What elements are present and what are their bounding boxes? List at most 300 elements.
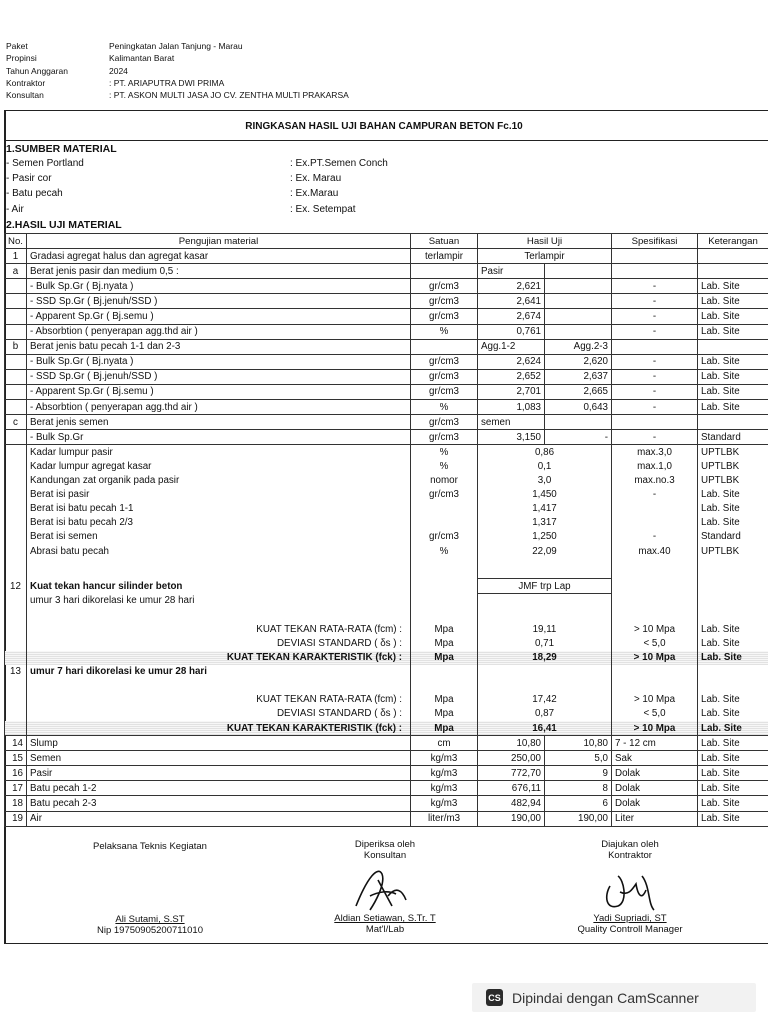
row-result-1: semen bbox=[478, 415, 545, 430]
row-unit: gr/cm3 bbox=[411, 430, 478, 445]
strength-row bbox=[5, 707, 768, 721]
header-key: Kontraktor bbox=[6, 77, 46, 88]
strength-characteristic-row bbox=[5, 651, 768, 665]
row-result-1: 2,624 bbox=[478, 354, 545, 369]
camscanner-watermark bbox=[472, 983, 756, 1012]
row-result-1: 0,761 bbox=[478, 324, 545, 339]
row-no bbox=[5, 445, 27, 460]
header-row bbox=[6, 89, 349, 101]
row-note bbox=[698, 579, 768, 594]
row-test: Berat jenis batu pecah 1-1 dan 2-3 bbox=[27, 339, 411, 354]
strength-value: 0,71 bbox=[478, 636, 612, 650]
row-result-1: Pasir bbox=[478, 264, 545, 279]
row-result-2: 0,643 bbox=[545, 400, 612, 415]
header-row bbox=[6, 77, 349, 89]
row-result-1: Agg.1-2 bbox=[478, 339, 545, 354]
signature-right bbox=[545, 839, 715, 861]
row-test: Gradasi agregat halus dan agregat kasar bbox=[27, 249, 411, 264]
table-row bbox=[5, 384, 768, 399]
strength-value: 0,87 bbox=[478, 707, 612, 721]
row-test: Slump bbox=[27, 736, 411, 751]
row-note bbox=[698, 594, 768, 609]
signer-role-left: Pelaksana Teknis Kegiatan bbox=[93, 841, 207, 852]
row-test: Kadar lumpur agregat kasar bbox=[27, 459, 411, 473]
row-result-2: 190,00 bbox=[545, 811, 612, 826]
row-test: Kandungan zat organik pada pasir bbox=[27, 474, 411, 488]
row-note: UPTLBK bbox=[698, 474, 768, 488]
row-unit bbox=[411, 264, 478, 279]
row-no bbox=[5, 636, 27, 650]
col-header-spec: Spesifikasi bbox=[612, 234, 698, 249]
row-result: 1,450 bbox=[478, 488, 612, 502]
row-test bbox=[27, 608, 411, 622]
strength-row bbox=[5, 693, 768, 707]
mix-row bbox=[5, 751, 768, 766]
row-note: Lab. Site bbox=[698, 502, 768, 516]
strength-subtitle: umur 3 hari dikorelasi ke umur 28 hari bbox=[27, 594, 411, 609]
row-unit: gr/cm3 bbox=[411, 488, 478, 502]
col-header-test: Pengujian material bbox=[27, 234, 411, 249]
strength-title: Kuat tekan hancur silinder beton bbox=[27, 579, 411, 594]
spacer-cell bbox=[411, 558, 478, 579]
row-result-1: 2,621 bbox=[478, 279, 545, 294]
row-unit bbox=[411, 579, 478, 594]
camscanner-logo-icon: CS bbox=[486, 989, 503, 1006]
title-bottom-line bbox=[4, 140, 768, 141]
table-row bbox=[5, 309, 768, 324]
table-row bbox=[5, 415, 768, 430]
strength-row bbox=[5, 636, 768, 650]
row-result: 22,09 bbox=[478, 544, 612, 558]
table-row bbox=[5, 459, 768, 473]
strength-value: 18,29 bbox=[478, 651, 612, 665]
row-result bbox=[478, 665, 612, 679]
row-unit bbox=[411, 679, 478, 693]
strength-unit: Mpa bbox=[411, 721, 478, 736]
row-result-1: 2,641 bbox=[478, 294, 545, 309]
row-test: Berat isi batu pecah 1-1 bbox=[27, 502, 411, 516]
mix-row bbox=[5, 781, 768, 796]
spacer-cell bbox=[612, 558, 698, 579]
strength-unit: Mpa bbox=[411, 636, 478, 650]
table-row bbox=[5, 488, 768, 502]
table-row bbox=[5, 516, 768, 530]
row-note bbox=[698, 339, 768, 354]
strength-spec: > 10 Mpa bbox=[612, 721, 698, 736]
signer-org-middle: Konsultan bbox=[363, 850, 407, 861]
header-value: : PT. ASKON MULTI JASA JO CV. ZENTHA MULTI PRAKARSA bbox=[109, 90, 349, 101]
strength-characteristic-row bbox=[5, 721, 768, 736]
header-key: Tahun Anggaran bbox=[6, 65, 68, 76]
row-spec bbox=[612, 679, 698, 693]
row-unit: gr/cm3 bbox=[411, 415, 478, 430]
strength-unit: Mpa bbox=[411, 622, 478, 636]
row-note: Lab. Site bbox=[698, 516, 768, 530]
spacer-cell bbox=[27, 558, 411, 579]
section-test-results: 2.HASIL UJI MATERIAL bbox=[6, 219, 122, 231]
header-key: Konsultan bbox=[6, 90, 44, 101]
row-test: Berat isi batu pecah 2/3 bbox=[27, 516, 411, 530]
material-source: : Ex.PT.Semen Conch bbox=[290, 158, 388, 169]
row-test: Berat jenis semen bbox=[27, 415, 411, 430]
row-result: 1,417 bbox=[478, 502, 612, 516]
signature-left bbox=[50, 841, 250, 852]
signature-left-name bbox=[50, 914, 250, 936]
row-test: - SSD Sp.Gr ( Bj.jenuh/SSD ) bbox=[27, 294, 411, 309]
row-no bbox=[5, 651, 27, 665]
row-note bbox=[698, 415, 768, 430]
row-spec: - bbox=[612, 294, 698, 309]
table-row bbox=[5, 445, 768, 460]
row-test: - Absorbtion ( penyerapan agg.thd air ) bbox=[27, 324, 411, 339]
row-spec: Dolak bbox=[612, 781, 698, 796]
row-note: Lab. Site bbox=[698, 294, 768, 309]
watermark-text: Dipindai dengan CamScanner bbox=[512, 989, 699, 1006]
row-result: 1,250 bbox=[478, 530, 612, 544]
row-note: Lab. Site bbox=[698, 324, 768, 339]
header-value: Peningkatan Jalan Tanjung - Marau bbox=[109, 41, 243, 51]
row-result-2 bbox=[545, 264, 612, 279]
row-test: - Apparent Sp.Gr ( Bj.semu ) bbox=[27, 309, 411, 324]
row-unit: gr/cm3 bbox=[411, 279, 478, 294]
test-results-table bbox=[4, 233, 768, 827]
row-note: Lab. Site bbox=[698, 736, 768, 751]
row-unit: kg/m3 bbox=[411, 796, 478, 811]
col-header-unit: Satuan bbox=[411, 234, 478, 249]
row-spec bbox=[612, 264, 698, 279]
row-no: 16 bbox=[5, 766, 27, 781]
strength-unit: Mpa bbox=[411, 651, 478, 665]
row-spec bbox=[612, 579, 698, 594]
material-name: - Pasir cor bbox=[6, 173, 52, 185]
material-source: : Ex.Marau bbox=[290, 188, 339, 200]
row-test: - Bulk Sp.Gr bbox=[27, 430, 411, 445]
row-result-1: 2,674 bbox=[478, 309, 545, 324]
row-unit: % bbox=[411, 324, 478, 339]
table-row bbox=[5, 264, 768, 279]
row-spec bbox=[612, 502, 698, 516]
row-result: Terlampir bbox=[478, 249, 612, 264]
row-no bbox=[5, 544, 27, 558]
row-test: - SSD Sp.Gr ( Bj.jenuh/SSD ) bbox=[27, 369, 411, 384]
row-no: 13 bbox=[5, 665, 27, 679]
row-unit: % bbox=[411, 400, 478, 415]
row-note bbox=[698, 665, 768, 679]
row-result: 1,317 bbox=[478, 516, 612, 530]
spacer-cell bbox=[698, 558, 768, 579]
row-no: b bbox=[5, 339, 27, 354]
header-value: 2024 bbox=[109, 65, 128, 76]
row-spec: max.no.3 bbox=[612, 474, 698, 488]
table-row bbox=[5, 369, 768, 384]
row-test: Semen bbox=[27, 751, 411, 766]
row-spec: max.1,0 bbox=[612, 459, 698, 473]
spacer-cell bbox=[478, 558, 612, 579]
section-source-material: 1.SUMBER MATERIAL bbox=[6, 143, 117, 155]
row-result bbox=[478, 594, 612, 609]
row-unit: gr/cm3 bbox=[411, 294, 478, 309]
strength-label: KUAT TEKAN KARAKTERISTIK (fck) : bbox=[27, 721, 411, 736]
row-no bbox=[5, 707, 27, 721]
col-header-result: Hasil Uji bbox=[478, 234, 612, 249]
strength-gap-row bbox=[5, 679, 768, 693]
row-unit: kg/m3 bbox=[411, 781, 478, 796]
row-spec: - bbox=[612, 324, 698, 339]
row-result-1: 3,150 bbox=[478, 430, 545, 445]
row-unit: gr/cm3 bbox=[411, 369, 478, 384]
row-unit: gr/cm3 bbox=[411, 384, 478, 399]
row-spec: - bbox=[612, 279, 698, 294]
row-no bbox=[5, 324, 27, 339]
table-row bbox=[5, 400, 768, 415]
signature-scribble-right bbox=[598, 866, 660, 916]
signer-name-right: Yadi Supriadi, ST bbox=[593, 913, 667, 924]
row-no bbox=[5, 294, 27, 309]
strength-label: KUAT TEKAN RATA-RATA (fcm) : bbox=[27, 693, 411, 707]
row-spec: - bbox=[612, 488, 698, 502]
strength-subtitle-row bbox=[5, 594, 768, 609]
strength-row bbox=[5, 622, 768, 636]
row-no bbox=[5, 279, 27, 294]
row-result-2: 6 bbox=[545, 796, 612, 811]
row-spec bbox=[612, 339, 698, 354]
strength-unit: Mpa bbox=[411, 693, 478, 707]
row-result-2 bbox=[545, 415, 612, 430]
row-spec bbox=[612, 594, 698, 609]
row-no bbox=[5, 459, 27, 473]
strength-note: Lab. Site bbox=[698, 693, 768, 707]
row-no bbox=[5, 693, 27, 707]
strength-note: Lab. Site bbox=[698, 707, 768, 721]
strength-title-row bbox=[5, 579, 768, 594]
row-no bbox=[5, 516, 27, 530]
report-title: RINGKASAN HASIL UJI BAHAN CAMPURAN BETON Fc.10 bbox=[245, 121, 523, 132]
row-test: Pasir bbox=[27, 766, 411, 781]
row-no bbox=[5, 530, 27, 544]
row-unit bbox=[411, 594, 478, 609]
row-result bbox=[478, 608, 612, 622]
row-test: - Bulk Sp.Gr ( Bj.nyata ) bbox=[27, 354, 411, 369]
row-result-2: 5,0 bbox=[545, 751, 612, 766]
signer-title-middle: Mat'l/Lab bbox=[365, 924, 405, 935]
row-result-2 bbox=[545, 294, 612, 309]
row-test: Batu pecah 1-2 bbox=[27, 781, 411, 796]
row-no bbox=[5, 608, 27, 622]
row-no: 19 bbox=[5, 811, 27, 826]
row-note: Lab. Site bbox=[698, 811, 768, 826]
row-result-1: 2,701 bbox=[478, 384, 545, 399]
material-name: - Semen Portland bbox=[6, 158, 84, 169]
signer-title-right: Quality Controll Manager bbox=[577, 924, 683, 935]
strength-label: KUAT TEKAN RATA-RATA (fcm) : bbox=[27, 622, 411, 636]
row-result-2: - bbox=[545, 430, 612, 445]
col-header-no: No. bbox=[5, 234, 27, 249]
row-spec: Liter bbox=[612, 811, 698, 826]
strength-note: Lab. Site bbox=[698, 636, 768, 650]
mix-row bbox=[5, 811, 768, 826]
row-unit: % bbox=[411, 445, 478, 460]
row-spec: - bbox=[612, 309, 698, 324]
row-test: Air bbox=[27, 811, 411, 826]
row-result-1: 676,11 bbox=[478, 781, 545, 796]
row-note: Lab. Site bbox=[698, 354, 768, 369]
row-spec: - bbox=[612, 384, 698, 399]
row-test: Berat isi pasir bbox=[27, 488, 411, 502]
row-no: 18 bbox=[5, 796, 27, 811]
row-no bbox=[5, 369, 27, 384]
strength-value: 16,41 bbox=[478, 721, 612, 736]
row-unit bbox=[411, 516, 478, 530]
row-note: Lab. Site bbox=[698, 309, 768, 324]
row-no: 15 bbox=[5, 751, 27, 766]
spacer-cell bbox=[5, 558, 27, 579]
row-test: Berat isi semen bbox=[27, 530, 411, 544]
mix-row bbox=[5, 766, 768, 781]
row-result: 3,0 bbox=[478, 474, 612, 488]
row-no bbox=[5, 679, 27, 693]
row-spec: Sak bbox=[612, 751, 698, 766]
strength-note: Lab. Site bbox=[698, 651, 768, 665]
row-result-1: 772,70 bbox=[478, 766, 545, 781]
table-row bbox=[5, 249, 768, 264]
material-name: - Air bbox=[6, 203, 24, 215]
row-test: Abrasi batu pecah bbox=[27, 544, 411, 558]
row-note: UPTLBK bbox=[698, 445, 768, 460]
row-test: Batu pecah 2-3 bbox=[27, 796, 411, 811]
row-no bbox=[5, 400, 27, 415]
row-no bbox=[5, 430, 27, 445]
signer-org-right: Kontraktor bbox=[608, 850, 652, 861]
strength-col-label: JMF trp Lap bbox=[478, 579, 612, 594]
table-row bbox=[5, 354, 768, 369]
mix-row bbox=[5, 796, 768, 811]
project-header bbox=[6, 40, 349, 101]
strength-title-row bbox=[5, 665, 768, 679]
strength-spec: < 5,0 bbox=[612, 707, 698, 721]
row-result-2: 2,637 bbox=[545, 369, 612, 384]
table-row bbox=[5, 339, 768, 354]
row-spec: Dolak bbox=[612, 766, 698, 781]
row-result-2: 9 bbox=[545, 766, 612, 781]
row-no bbox=[5, 384, 27, 399]
row-no bbox=[5, 354, 27, 369]
header-value: : PT. ARIAPUTRA DWI PRIMA bbox=[109, 77, 225, 88]
row-no: 1 bbox=[5, 249, 27, 264]
row-note: Lab. Site bbox=[698, 279, 768, 294]
row-note bbox=[698, 249, 768, 264]
header-row bbox=[6, 52, 349, 64]
row-note: Standard bbox=[698, 430, 768, 445]
row-spec bbox=[612, 415, 698, 430]
row-spec: - bbox=[612, 354, 698, 369]
signer-name-middle: Aldian Setiawan, S.Tr. T bbox=[334, 913, 436, 924]
row-test: - Bulk Sp.Gr ( Bj.nyata ) bbox=[27, 279, 411, 294]
row-spec: - bbox=[612, 369, 698, 384]
row-result-1: 250,00 bbox=[478, 751, 545, 766]
row-result-2: 2,665 bbox=[545, 384, 612, 399]
row-note bbox=[698, 679, 768, 693]
strength-spec: < 5,0 bbox=[612, 636, 698, 650]
signature-middle bbox=[300, 839, 470, 861]
header-row bbox=[6, 65, 349, 77]
row-no: 12 bbox=[5, 579, 27, 594]
row-no bbox=[5, 622, 27, 636]
row-note bbox=[698, 608, 768, 622]
row-unit: kg/m3 bbox=[411, 766, 478, 781]
signature-right-name bbox=[545, 913, 715, 935]
strength-title: umur 7 hari dikorelasi ke umur 28 hari bbox=[27, 665, 411, 679]
strength-unit: Mpa bbox=[411, 707, 478, 721]
row-no bbox=[5, 594, 27, 609]
row-result-2 bbox=[545, 309, 612, 324]
row-result-1: 190,00 bbox=[478, 811, 545, 826]
col-header-note: Keterangan bbox=[698, 234, 768, 249]
table-row bbox=[5, 324, 768, 339]
row-no bbox=[5, 309, 27, 324]
signature-middle-name bbox=[300, 913, 470, 935]
row-result-2 bbox=[545, 324, 612, 339]
row-no: 17 bbox=[5, 781, 27, 796]
frame-top-line bbox=[4, 110, 768, 111]
row-unit: terlampir bbox=[411, 249, 478, 264]
row-unit: liter/m3 bbox=[411, 811, 478, 826]
row-note: Standard bbox=[698, 530, 768, 544]
row-unit bbox=[411, 665, 478, 679]
row-spec bbox=[612, 608, 698, 622]
table-row bbox=[5, 474, 768, 488]
row-result bbox=[478, 679, 612, 693]
signer-name-left: Ali Sutami, S.ST bbox=[115, 914, 185, 925]
row-spec bbox=[612, 665, 698, 679]
strength-spec: > 10 Mpa bbox=[612, 693, 698, 707]
row-unit: gr/cm3 bbox=[411, 530, 478, 544]
row-note: Lab. Site bbox=[698, 751, 768, 766]
row-spec: max.40 bbox=[612, 544, 698, 558]
row-note: Lab. Site bbox=[698, 400, 768, 415]
material-source: : Ex. Setempat bbox=[290, 203, 356, 215]
material-source: : Ex. Marau bbox=[290, 173, 342, 185]
row-test: Kadar lumpur pasir bbox=[27, 445, 411, 460]
row-unit: gr/cm3 bbox=[411, 354, 478, 369]
row-result-2: 8 bbox=[545, 781, 612, 796]
row-result-1: 1,083 bbox=[478, 400, 545, 415]
row-test: Berat jenis pasir dan medium 0,5 : bbox=[27, 264, 411, 279]
row-no bbox=[5, 721, 27, 736]
signer-role-middle: Diperiksa oleh bbox=[354, 839, 416, 850]
frame-bottom-line bbox=[4, 943, 768, 944]
header-row bbox=[6, 40, 349, 52]
row-spec: Dolak bbox=[612, 796, 698, 811]
strength-label: DEVIASI STANDARD ( δs ) : bbox=[27, 636, 411, 650]
row-result-2: Agg.2-3 bbox=[545, 339, 612, 354]
row-result: 0,86 bbox=[478, 445, 612, 460]
signer-role-right: Diajukan oleh bbox=[601, 839, 659, 850]
table-row bbox=[5, 279, 768, 294]
row-note: Lab. Site bbox=[698, 369, 768, 384]
row-note: Lab. Site bbox=[698, 488, 768, 502]
row-no bbox=[5, 474, 27, 488]
table-row bbox=[5, 294, 768, 309]
row-result-1: 2,652 bbox=[478, 369, 545, 384]
table-row bbox=[5, 430, 768, 445]
header-key: Propinsi bbox=[6, 53, 37, 64]
table-row bbox=[5, 544, 768, 558]
row-unit bbox=[411, 608, 478, 622]
row-no: a bbox=[5, 264, 27, 279]
row-spec: - bbox=[612, 530, 698, 544]
row-spec: max.3,0 bbox=[612, 445, 698, 460]
row-unit: % bbox=[411, 459, 478, 473]
